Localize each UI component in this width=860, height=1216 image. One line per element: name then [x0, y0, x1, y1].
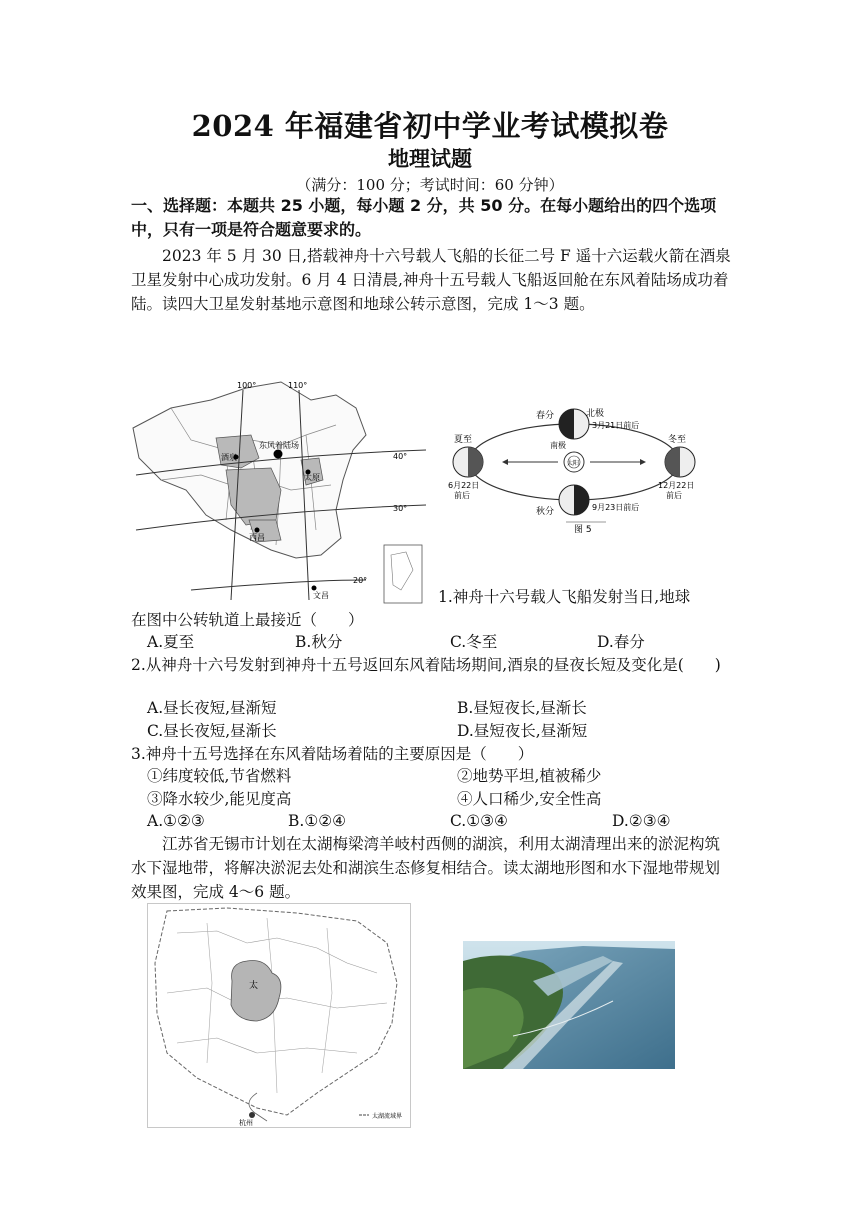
score-time-line: （满分：100 分；考试时间：60 分钟）: [296, 176, 564, 194]
passage-1: 2023 年 5 月 30 日,搭载神舟十六号载人飞船的长征二号 F 遥十六运载火箭在酒泉卫星发射中心成功发射。6 月 4 日清晨,神舟十五号载人飞船返回舱在东风着陆场成功着陆。读四大卫星发射基地示意图和地球公转示意图，完成 1～3 题。: [131, 247, 731, 313]
spring-label: 春分: [536, 411, 555, 421]
lat-20-label: 20°: [353, 576, 368, 585]
taihu-topographic-map: [147, 903, 411, 1128]
xichang-label: 西昌: [249, 533, 265, 542]
south-pole-label: 南极: [550, 441, 566, 450]
sun-label: 太阳: [567, 460, 580, 467]
figure-5-label: 图 5: [574, 525, 592, 535]
q2-option-a[interactable]: A.昼长夜短,昼渐短: [147, 699, 277, 717]
dec22-label-b: 前后: [666, 491, 682, 500]
taihu-lake-label: 太: [249, 981, 259, 991]
earth-orbit-diagram: [446, 406, 702, 536]
exam-subtitle: 地理试题: [388, 146, 472, 171]
lat-40-label: 40°: [393, 452, 408, 461]
lon-100-label: 100°: [237, 381, 257, 390]
q1-option-c[interactable]: C.冬至: [450, 633, 498, 651]
passage-2: 江苏省无锡市计划在太湖梅梁湾羊岐村西侧的湖滨，利用太湖清理出来的淤泥构筑水下湿地带，将解决淤泥去处和湖滨生态修复相结合。读太湖地形图和水下湿地带规划效果图，完成 4～6 题。: [131, 835, 721, 901]
jun22-label-b: 前后: [454, 491, 470, 500]
north-pole-label: 北极: [586, 409, 605, 419]
q1-stem-a: 1.神舟十六号载人飞船发射当日,地球: [438, 588, 691, 606]
q3-statement-4: ④人口稀少,安全性高: [457, 790, 602, 808]
summer-label: 夏至: [454, 435, 473, 445]
q2-option-c[interactable]: C.昼长夜短,昼渐长: [147, 722, 277, 740]
lon-110-label: 110°: [288, 381, 308, 390]
earth-autumn: [559, 485, 589, 515]
exam-title: 2024 年福建省初中学业考试模拟卷: [191, 109, 669, 143]
q1-option-d[interactable]: D.春分: [597, 633, 645, 651]
earth-spring: [559, 409, 589, 439]
q3-option-a[interactable]: A.①②③: [147, 812, 205, 830]
earth-summer: [453, 447, 483, 477]
q3-stem: 3.神舟十五号选择在东风着陆场着陆的主要原因是（ ）: [131, 745, 534, 763]
q2-option-b[interactable]: B.昼短夜长,昼渐长: [457, 699, 587, 717]
underwater-wetland-rendering: [463, 941, 675, 1069]
lat-30-label: 30°: [393, 504, 408, 513]
q3-statement-1: ①纬度较低,节省燃料: [147, 767, 292, 785]
q3-option-d[interactable]: D.②③④: [612, 812, 671, 830]
q2-stem: 2.从神舟十六号发射到神舟十五号返回东风着陆场期间,酒泉的昼夜长短及变化是( ): [131, 656, 721, 674]
wenchang-label: 文昌: [313, 591, 329, 600]
taiyuan-label: 太原: [304, 473, 320, 482]
basin-boundary-legend: 太湖流域界: [372, 1113, 403, 1120]
q1-option-a[interactable]: A.夏至: [147, 633, 195, 651]
q3-statement-3: ③降水较少,能见度高: [147, 790, 292, 808]
q3-statement-2: ②地势平坦,植被稀少: [457, 767, 602, 785]
dongfeng-label: 东风着陆场: [259, 441, 299, 450]
china-launch-base-map: [131, 380, 431, 605]
jiuquan-label: 酒泉: [221, 453, 237, 462]
mar21-label: 3月21日前后: [592, 421, 640, 430]
section-heading: 一、选择题：本题共 25 小题，每小题 2 分，共 50 分。在每小题给出的四个选项中，只有一项是符合题意要求的。: [131, 196, 717, 239]
jun22-label: 6月22日: [448, 481, 480, 490]
q3-option-b[interactable]: B.①②④: [288, 812, 347, 830]
q1-stem-b: 在图中公转轨道上最接近（ ）: [131, 611, 364, 629]
hangzhou-label: 杭州: [239, 1119, 253, 1127]
dec22-label: 12月22日: [658, 481, 695, 490]
sep23-label: 9月23日前后: [592, 503, 640, 512]
q3-option-c[interactable]: C.①③④: [450, 812, 508, 830]
q2-option-d[interactable]: D.昼短夜长,昼渐短: [457, 722, 588, 740]
autumn-label: 秋分: [536, 507, 555, 517]
q1-option-b[interactable]: B.秋分: [295, 633, 343, 651]
earth-winter: [665, 447, 695, 477]
winter-label: 冬至: [668, 435, 687, 445]
